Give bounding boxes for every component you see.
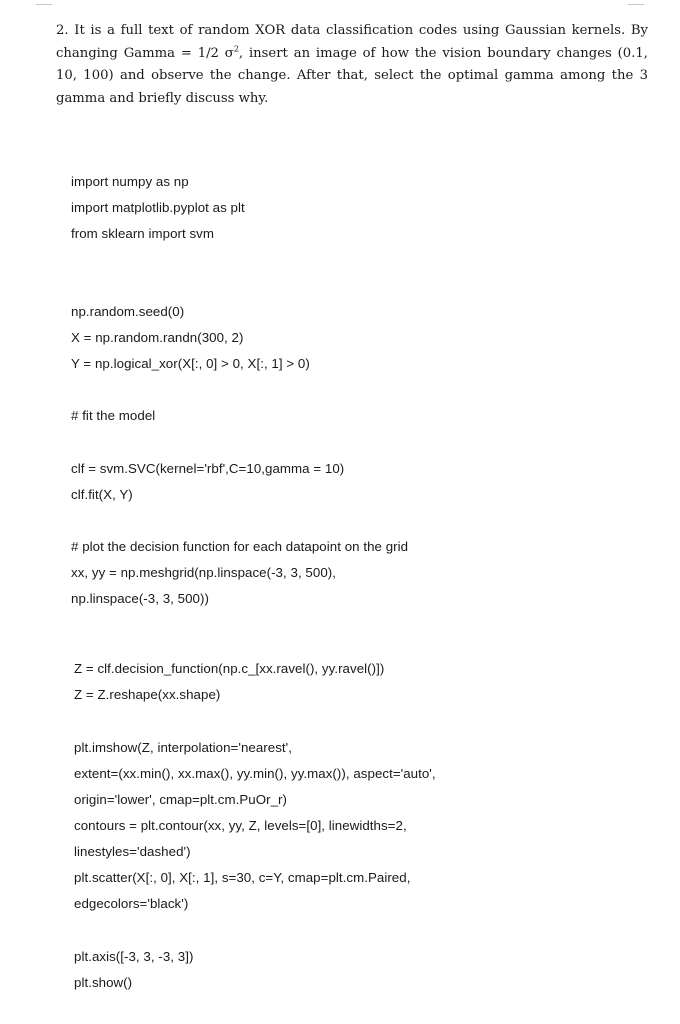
code-line-decision-function: Z = clf.decision_function(np.c_[xx.ravel(), yy.ravel()]) [74,661,385,676]
code-line-import-numpy: import numpy as np [71,174,189,189]
code-line-svc: clf = svm.SVC(kernel='rbf',C=10,gamma = 10) [71,461,345,476]
question-text-start: 2. It is a full text of random XOR data classification codes using Gaussian kernels. By changing Gamma = 1/2 σ [56,23,648,61]
code-line-scatter: plt.scatter(X[:, 0], X[:, 1], s=30, c=Y, cmap=plt.cm.Paired, [74,870,411,885]
code-line-fit: clf.fit(X, Y) [71,487,133,502]
code-line-extent: extent=(xx.min(), xx.max(), yy.min(), yy.max()), aspect='auto', [74,766,436,781]
code-line-reshape: Z = Z.reshape(xx.shape) [74,687,221,702]
code-line-x-data: X = np.random.randn(300, 2) [71,330,244,345]
code-line-y-data: Y = np.logical_xor(X[:, 0] > 0, X[:, 1] > 0) [71,356,310,371]
code-line-seed: np.random.seed(0) [71,304,185,319]
code-line-linestyles: linestyles='dashed') [74,844,191,859]
code-line-meshgrid: xx, yy = np.meshgrid(np.linspace(-3, 3, 500), [71,565,336,580]
code-line-show: plt.show() [74,975,133,990]
code-line-grid-comment: # plot the decision function for each datapoint on the grid [71,539,409,554]
code-line-fit-comment: # fit the model [71,408,156,423]
code-line-axis: plt.axis([-3, 3, -3, 3]) [74,949,194,964]
code-line-import-matplotlib: import matplotlib.pyplot as plt [71,200,245,215]
code-line-edgecolors: edgecolors='black') [74,896,189,911]
code-line-contour: contours = plt.contour(xx, yy, Z, levels=[0], linewidths=2, [74,818,407,833]
code-line-imshow: plt.imshow(Z, interpolation='nearest', [74,740,292,755]
question-superscript: 2 [233,44,239,54]
question-text-end: , insert an image of how the vision boundary changes (0.1, 10, 100) and observe the change. After that, select the optimal gamma among the 3 gamma and briefly discuss why. [56,45,648,106]
code-line-linspace: np.linspace(-3, 3, 500)) [71,591,209,606]
code-line-import-svm: from sklearn import svm [71,226,215,241]
code-line-origin: origin='lower', cmap=plt.cm.PuOr_r) [74,792,287,807]
